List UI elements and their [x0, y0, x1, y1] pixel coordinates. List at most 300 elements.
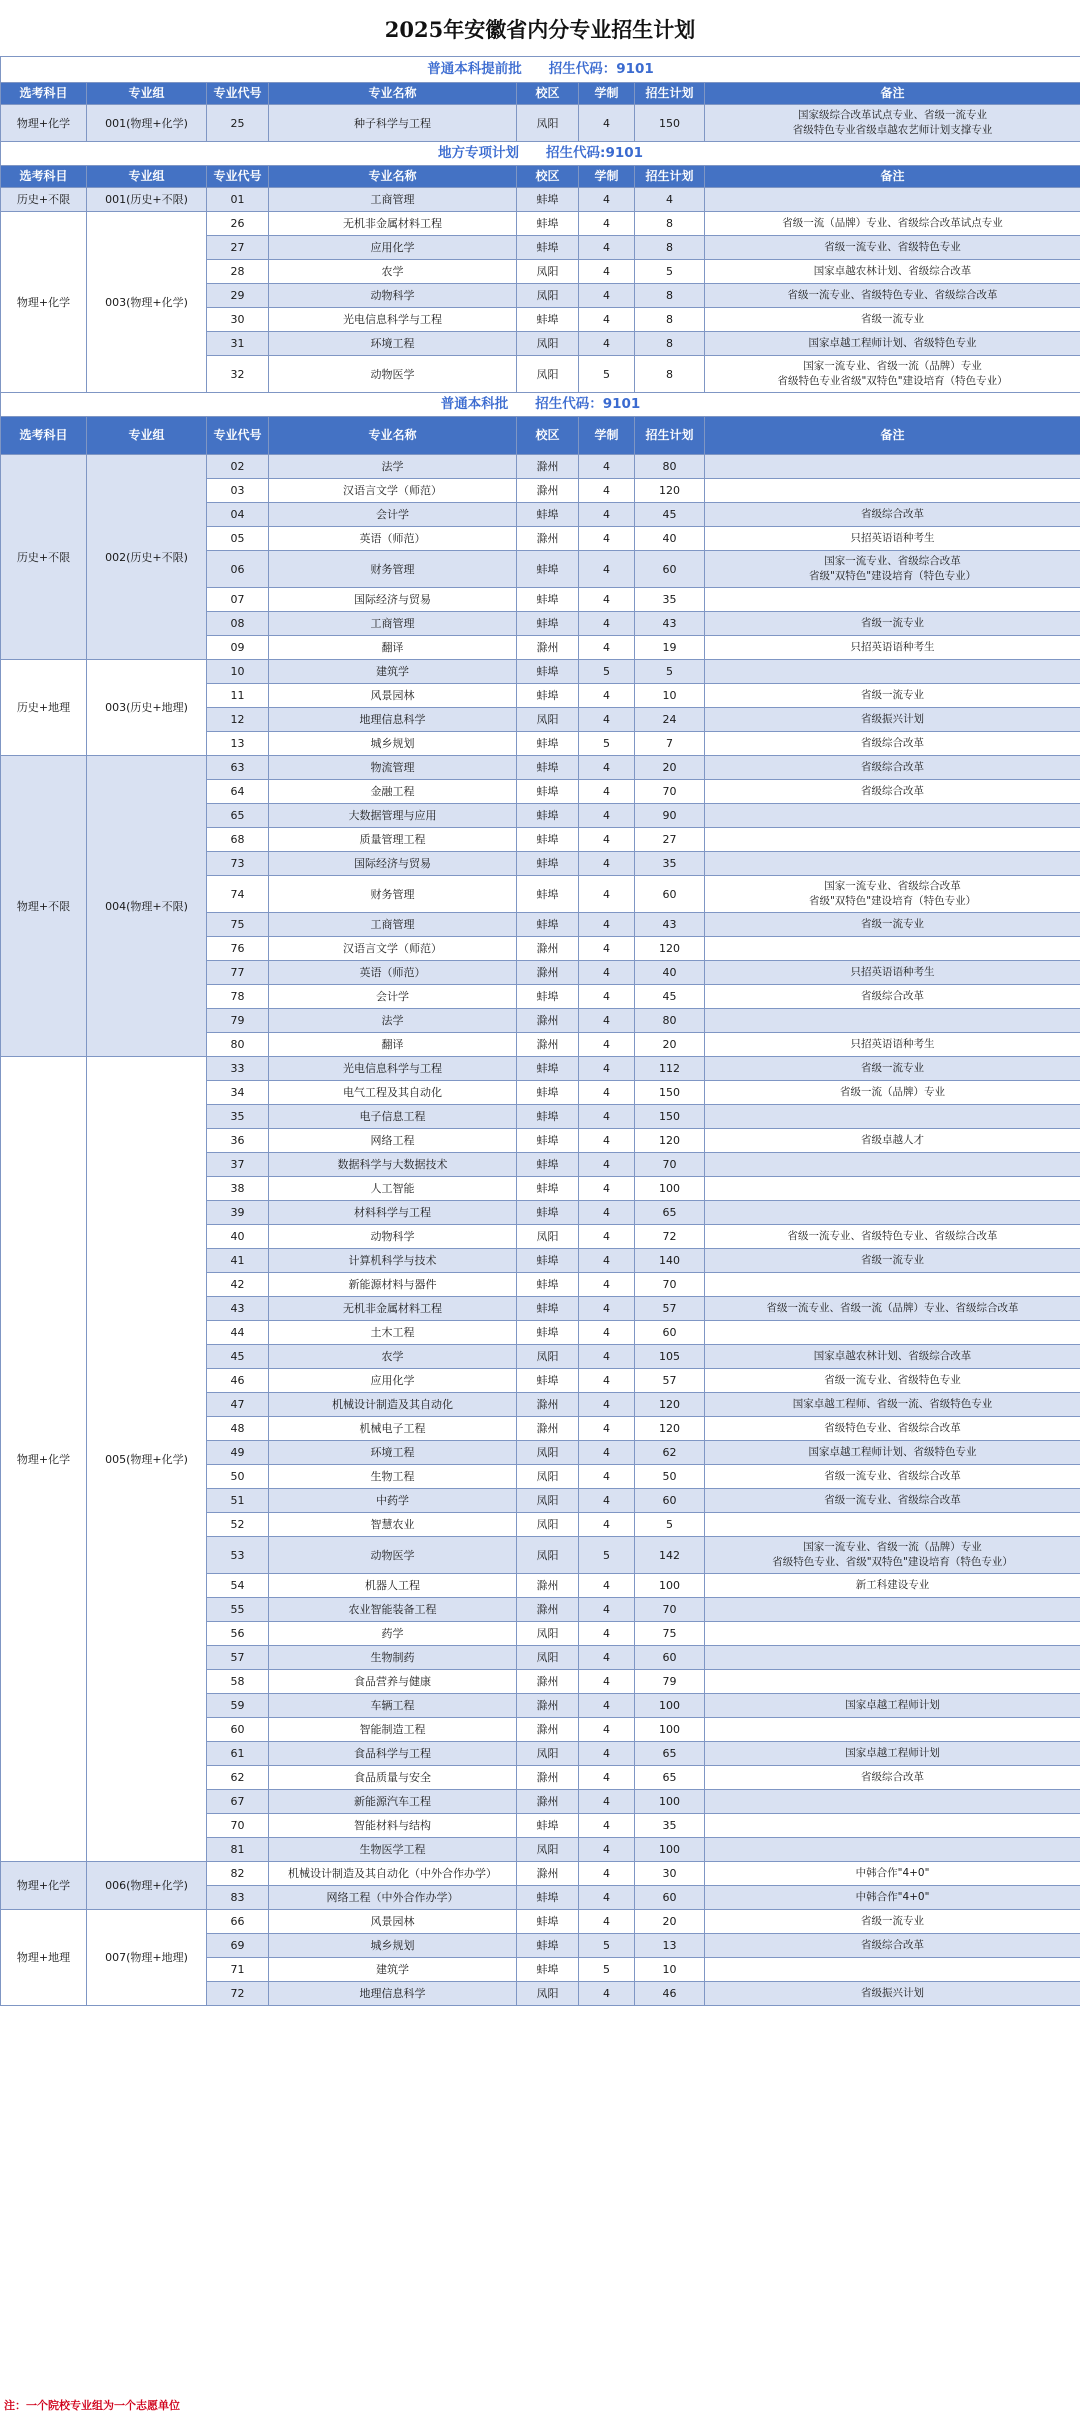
plan-count-cell: 60 — [635, 1886, 705, 1910]
note-cell — [705, 852, 1080, 876]
campus-cell: 滁州 — [517, 1009, 579, 1033]
major-name-cell: 网络工程（中外合作办学） — [269, 1886, 517, 1910]
campus-cell: 蚌埠 — [517, 212, 579, 236]
code-cell: 29 — [207, 284, 269, 308]
major-name-cell: 汉语言文学（师范） — [269, 479, 517, 503]
plan-count-cell: 8 — [635, 332, 705, 356]
subject-cell: 物理+化学 — [1, 212, 87, 393]
code-cell: 12 — [207, 708, 269, 732]
column-header-duration: 学制 — [579, 83, 635, 105]
major-name-cell: 会计学 — [269, 503, 517, 527]
duration-cell: 4 — [579, 1153, 635, 1177]
note-cell: 省级振兴计划 — [705, 1982, 1080, 2006]
plan-count-cell: 60 — [635, 1321, 705, 1345]
column-header-major-name: 专业名称 — [269, 83, 517, 105]
note-cell: 省级一流（品牌）专业、省级综合改革试点专业 — [705, 212, 1080, 236]
campus-cell: 蚌埠 — [517, 756, 579, 780]
major-name-cell: 药学 — [269, 1622, 517, 1646]
column-header-duration: 学制 — [579, 417, 635, 455]
column-header-campus: 校区 — [517, 166, 579, 188]
major-name-cell: 法学 — [269, 1009, 517, 1033]
code-cell: 76 — [207, 937, 269, 961]
campus-cell: 蚌埠 — [517, 1081, 579, 1105]
note-cell: 省级一流专业、省级特色专业 — [705, 1369, 1080, 1393]
campus-cell: 滁州 — [517, 937, 579, 961]
code-cell: 64 — [207, 780, 269, 804]
duration-cell: 5 — [579, 732, 635, 756]
column-header-note: 备注 — [705, 417, 1080, 455]
note-cell: 只招英语语种考生 — [705, 961, 1080, 985]
major-name-cell: 食品科学与工程 — [269, 1742, 517, 1766]
campus-cell: 凤阳 — [517, 1345, 579, 1369]
subject-cell: 物理+化学 — [1, 1862, 87, 1910]
plan-count-cell: 27 — [635, 828, 705, 852]
note-cell — [705, 455, 1080, 479]
campus-cell: 蚌埠 — [517, 1249, 579, 1273]
code-cell: 53 — [207, 1537, 269, 1574]
plan-count-cell: 35 — [635, 852, 705, 876]
campus-cell: 蚌埠 — [517, 1057, 579, 1081]
major-name-cell: 英语（师范） — [269, 961, 517, 985]
campus-cell: 蚌埠 — [517, 1201, 579, 1225]
major-name-cell: 光电信息科学与工程 — [269, 1057, 517, 1081]
plan-count-cell: 46 — [635, 1982, 705, 2006]
duration-cell: 4 — [579, 1033, 635, 1057]
note-cell: 省级综合改革 — [705, 780, 1080, 804]
campus-cell: 凤阳 — [517, 284, 579, 308]
code-cell: 58 — [207, 1670, 269, 1694]
note-cell: 国家一流专业、省级一流（品牌）专业 省级特色专业省级"双特色"建设培育（特色专业） — [705, 356, 1080, 393]
note-cell: 省级综合改革 — [705, 756, 1080, 780]
note-cell: 省级综合改革 — [705, 732, 1080, 756]
table-row — [1, 1910, 1080, 1934]
duration-cell: 4 — [579, 1057, 635, 1081]
subject-cell: 物理+不限 — [1, 756, 87, 1057]
plan-count-cell: 120 — [635, 1129, 705, 1153]
plan-count-cell: 8 — [635, 236, 705, 260]
note-cell — [705, 1646, 1080, 1670]
major-name-cell: 风景园林 — [269, 684, 517, 708]
code-cell: 02 — [207, 455, 269, 479]
duration-cell: 4 — [579, 527, 635, 551]
duration-cell: 4 — [579, 708, 635, 732]
plan-count-cell: 80 — [635, 455, 705, 479]
plan-count-cell: 45 — [635, 985, 705, 1009]
code-cell: 79 — [207, 1009, 269, 1033]
campus-cell: 蚌埠 — [517, 588, 579, 612]
code-cell: 05 — [207, 527, 269, 551]
column-header-plan-count: 招生计划 — [635, 417, 705, 455]
duration-cell: 4 — [579, 913, 635, 937]
major-name-cell: 城乡规划 — [269, 732, 517, 756]
column-header-code: 专业代号 — [207, 83, 269, 105]
code-cell: 63 — [207, 756, 269, 780]
note-cell: 省级特色专业、省级综合改革 — [705, 1417, 1080, 1441]
note-cell: 省级一流（品牌）专业 — [705, 1081, 1080, 1105]
major-name-cell: 材料科学与工程 — [269, 1201, 517, 1225]
code-cell: 06 — [207, 551, 269, 588]
note-cell: 国家一流专业、省级综合改革 省级"双特色"建设培育（特色专业） — [705, 876, 1080, 913]
note-cell: 只招英语语种考生 — [705, 527, 1080, 551]
code-cell: 01 — [207, 188, 269, 212]
plan-count-cell: 70 — [635, 780, 705, 804]
code-cell: 11 — [207, 684, 269, 708]
code-cell: 49 — [207, 1441, 269, 1465]
note-cell: 省级综合改革 — [705, 1934, 1080, 1958]
plan-count-cell: 30 — [635, 1862, 705, 1886]
group-cell: 002(历史+不限) — [87, 455, 207, 660]
duration-cell: 4 — [579, 332, 635, 356]
note-cell: 国家卓越工程师计划 — [705, 1694, 1080, 1718]
plan-count-cell: 65 — [635, 1766, 705, 1790]
major-name-cell: 风景园林 — [269, 1910, 517, 1934]
major-name-cell: 智能制造工程 — [269, 1718, 517, 1742]
column-header-major-name: 专业名称 — [269, 166, 517, 188]
table-row — [1, 105, 1080, 142]
campus-cell: 凤阳 — [517, 332, 579, 356]
campus-cell: 凤阳 — [517, 1537, 579, 1574]
column-header-campus: 校区 — [517, 417, 579, 455]
duration-cell: 4 — [579, 780, 635, 804]
duration-cell: 4 — [579, 1646, 635, 1670]
major-name-cell: 机械设计制造及其自动化 — [269, 1393, 517, 1417]
major-name-cell: 动物科学 — [269, 1225, 517, 1249]
table-row — [1, 660, 1080, 684]
duration-cell: 4 — [579, 876, 635, 913]
code-cell: 60 — [207, 1718, 269, 1742]
major-name-cell: 种子科学与工程 — [269, 105, 517, 142]
code-cell: 82 — [207, 1862, 269, 1886]
campus-cell: 滁州 — [517, 636, 579, 660]
duration-cell: 4 — [579, 105, 635, 142]
column-header-code: 专业代号 — [207, 166, 269, 188]
major-name-cell: 环境工程 — [269, 1441, 517, 1465]
note-cell: 省级一流专业 — [705, 1249, 1080, 1273]
duration-cell: 5 — [579, 1934, 635, 1958]
major-name-cell: 土木工程 — [269, 1321, 517, 1345]
major-name-cell: 农学 — [269, 1345, 517, 1369]
note-cell — [705, 1670, 1080, 1694]
campus-cell: 蚌埠 — [517, 852, 579, 876]
duration-cell: 4 — [579, 1622, 635, 1646]
major-name-cell: 环境工程 — [269, 332, 517, 356]
note-cell: 只招英语语种考生 — [705, 636, 1080, 660]
section-title-row — [1, 57, 1080, 83]
code-cell: 72 — [207, 1982, 269, 2006]
campus-cell: 蚌埠 — [517, 308, 579, 332]
campus-cell: 蚌埠 — [517, 188, 579, 212]
plan-count-cell: 100 — [635, 1838, 705, 1862]
code-cell: 36 — [207, 1129, 269, 1153]
plan-count-cell: 65 — [635, 1201, 705, 1225]
section-title-row — [1, 142, 1080, 166]
code-cell: 26 — [207, 212, 269, 236]
plan-count-cell: 120 — [635, 1417, 705, 1441]
note-cell: 省级一流专业、省级特色专业、省级综合改革 — [705, 284, 1080, 308]
plan-count-cell: 35 — [635, 1814, 705, 1838]
note-cell: 省级一流专业 — [705, 913, 1080, 937]
code-cell: 83 — [207, 1886, 269, 1910]
code-cell: 71 — [207, 1958, 269, 1982]
note-cell — [705, 660, 1080, 684]
note-cell — [705, 1201, 1080, 1225]
duration-cell: 4 — [579, 1273, 635, 1297]
note-cell: 省级一流专业 — [705, 1057, 1080, 1081]
duration-cell: 4 — [579, 1201, 635, 1225]
campus-cell: 蚌埠 — [517, 1369, 579, 1393]
major-name-cell: 动物科学 — [269, 284, 517, 308]
plan-count-cell: 70 — [635, 1153, 705, 1177]
code-cell: 09 — [207, 636, 269, 660]
campus-cell: 蚌埠 — [517, 1321, 579, 1345]
plan-count-cell: 57 — [635, 1297, 705, 1321]
code-cell: 62 — [207, 1766, 269, 1790]
note-cell — [705, 804, 1080, 828]
plan-count-cell: 105 — [635, 1345, 705, 1369]
code-cell: 77 — [207, 961, 269, 985]
campus-cell: 蚌埠 — [517, 1910, 579, 1934]
major-name-cell: 车辆工程 — [269, 1694, 517, 1718]
plan-count-cell: 72 — [635, 1225, 705, 1249]
column-header-plan-count: 招生计划 — [635, 166, 705, 188]
note-cell: 省级一流专业、省级综合改革 — [705, 1465, 1080, 1489]
campus-cell: 滁州 — [517, 527, 579, 551]
note-cell — [705, 1838, 1080, 1862]
column-header-subject: 选考科目 — [1, 166, 87, 188]
code-cell: 75 — [207, 913, 269, 937]
campus-cell: 滁州 — [517, 1393, 579, 1417]
table-row — [1, 455, 1080, 479]
major-name-cell: 电气工程及其自动化 — [269, 1081, 517, 1105]
code-cell: 54 — [207, 1574, 269, 1598]
duration-cell: 5 — [579, 356, 635, 393]
campus-cell: 滁州 — [517, 1670, 579, 1694]
major-name-cell: 食品质量与安全 — [269, 1766, 517, 1790]
duration-cell: 4 — [579, 1814, 635, 1838]
campus-cell: 凤阳 — [517, 1225, 579, 1249]
campus-cell: 蚌埠 — [517, 1177, 579, 1201]
duration-cell: 4 — [579, 1862, 635, 1886]
code-cell: 08 — [207, 612, 269, 636]
note-cell: 省级一流专业 — [705, 308, 1080, 332]
note-cell: 省级一流专业 — [705, 1910, 1080, 1934]
code-cell: 39 — [207, 1201, 269, 1225]
duration-cell: 4 — [579, 1838, 635, 1862]
duration-cell: 4 — [579, 1670, 635, 1694]
campus-cell: 蚌埠 — [517, 1273, 579, 1297]
campus-cell: 滁州 — [517, 1766, 579, 1790]
code-cell: 04 — [207, 503, 269, 527]
campus-cell: 蚌埠 — [517, 828, 579, 852]
code-cell: 50 — [207, 1465, 269, 1489]
campus-cell: 蚌埠 — [517, 1153, 579, 1177]
campus-cell: 蚌埠 — [517, 913, 579, 937]
code-cell: 80 — [207, 1033, 269, 1057]
plan-count-cell: 70 — [635, 1273, 705, 1297]
table-row — [1, 212, 1080, 236]
duration-cell: 4 — [579, 636, 635, 660]
plan-count-cell: 100 — [635, 1790, 705, 1814]
major-name-cell: 智慧农业 — [269, 1513, 517, 1537]
major-name-cell: 金融工程 — [269, 780, 517, 804]
note-cell — [705, 188, 1080, 212]
duration-cell: 4 — [579, 588, 635, 612]
major-name-cell: 大数据管理与应用 — [269, 804, 517, 828]
column-header-major-name: 专业名称 — [269, 417, 517, 455]
note-cell: 国家一流专业、省级综合改革 省级"双特色"建设培育（特色专业） — [705, 551, 1080, 588]
column-header-group: 专业组 — [87, 83, 207, 105]
campus-cell: 滁州 — [517, 961, 579, 985]
campus-cell: 蚌埠 — [517, 780, 579, 804]
plan-count-cell: 120 — [635, 1393, 705, 1417]
campus-cell: 凤阳 — [517, 1982, 579, 2006]
code-cell: 43 — [207, 1297, 269, 1321]
plan-count-cell: 24 — [635, 708, 705, 732]
duration-cell: 4 — [579, 828, 635, 852]
campus-cell: 蚌埠 — [517, 551, 579, 588]
code-cell: 65 — [207, 804, 269, 828]
plan-count-cell: 8 — [635, 284, 705, 308]
major-name-cell: 机器人工程 — [269, 1574, 517, 1598]
note-cell: 国家卓越工程师计划、省级特色专业 — [705, 1441, 1080, 1465]
code-cell: 25 — [207, 105, 269, 142]
code-cell: 59 — [207, 1694, 269, 1718]
duration-cell: 4 — [579, 1321, 635, 1345]
note-cell: 省级一流专业、省级一流（品牌）专业、省级综合改革 — [705, 1297, 1080, 1321]
campus-cell: 蚌埠 — [517, 684, 579, 708]
major-name-cell: 电子信息工程 — [269, 1105, 517, 1129]
major-name-cell: 计算机科学与技术 — [269, 1249, 517, 1273]
code-cell: 44 — [207, 1321, 269, 1345]
campus-cell: 蚌埠 — [517, 660, 579, 684]
campus-cell: 滁州 — [517, 1417, 579, 1441]
duration-cell: 4 — [579, 1742, 635, 1766]
plan-count-cell: 5 — [635, 1513, 705, 1537]
subject-cell: 历史+地理 — [1, 660, 87, 756]
campus-cell: 蚌埠 — [517, 985, 579, 1009]
code-cell: 74 — [207, 876, 269, 913]
duration-cell: 4 — [579, 985, 635, 1009]
plan-count-cell: 10 — [635, 1958, 705, 1982]
plan-count-cell: 140 — [635, 1249, 705, 1273]
section-title: 地方专项计划 招生代码:9101 — [1, 142, 1080, 166]
duration-cell: 4 — [579, 236, 635, 260]
duration-cell: 4 — [579, 188, 635, 212]
footnote: 注：一个院校专业组为一个志愿单位 — [4, 2399, 180, 2412]
major-name-cell: 无机非金属材料工程 — [269, 212, 517, 236]
subject-cell: 物理+化学 — [1, 1057, 87, 1862]
campus-cell: 滁州 — [517, 1862, 579, 1886]
duration-cell: 4 — [579, 1982, 635, 2006]
plan-count-cell: 57 — [635, 1369, 705, 1393]
campus-cell: 蚌埠 — [517, 503, 579, 527]
campus-cell: 滁州 — [517, 1598, 579, 1622]
duration-cell: 4 — [579, 684, 635, 708]
campus-cell: 蚌埠 — [517, 804, 579, 828]
note-cell — [705, 1598, 1080, 1622]
campus-cell: 蚌埠 — [517, 1297, 579, 1321]
note-cell — [705, 1958, 1080, 1982]
header-row — [1, 83, 1080, 105]
campus-cell: 蚌埠 — [517, 732, 579, 756]
duration-cell: 4 — [579, 1766, 635, 1790]
column-header-duration: 学制 — [579, 166, 635, 188]
major-name-cell: 工商管理 — [269, 612, 517, 636]
duration-cell: 4 — [579, 937, 635, 961]
campus-cell: 凤阳 — [517, 356, 579, 393]
note-cell: 国家卓越工程师、省级一流、省级特色专业 — [705, 1393, 1080, 1417]
group-cell: 003(物理+化学) — [87, 212, 207, 393]
major-name-cell: 翻译 — [269, 636, 517, 660]
code-cell: 46 — [207, 1369, 269, 1393]
major-name-cell: 应用化学 — [269, 236, 517, 260]
major-name-cell: 人工智能 — [269, 1177, 517, 1201]
code-cell: 38 — [207, 1177, 269, 1201]
code-cell: 35 — [207, 1105, 269, 1129]
subject-cell: 历史+不限 — [1, 455, 87, 660]
major-name-cell: 汉语言文学（师范） — [269, 937, 517, 961]
section-title: 普通本科提前批 招生代码：9101 — [1, 57, 1080, 83]
plan-count-cell: 8 — [635, 212, 705, 236]
campus-cell: 凤阳 — [517, 1489, 579, 1513]
plan-count-cell: 43 — [635, 612, 705, 636]
major-name-cell: 工商管理 — [269, 913, 517, 937]
code-cell: 10 — [207, 660, 269, 684]
code-cell: 40 — [207, 1225, 269, 1249]
table-row — [1, 1057, 1080, 1081]
note-cell — [705, 1321, 1080, 1345]
table-row — [1, 188, 1080, 212]
campus-cell: 滁州 — [517, 455, 579, 479]
group-cell: 003(历史+地理) — [87, 660, 207, 756]
plan-count-cell: 20 — [635, 1033, 705, 1057]
code-cell: 42 — [207, 1273, 269, 1297]
plan-count-cell: 40 — [635, 961, 705, 985]
code-cell: 27 — [207, 236, 269, 260]
column-header-group: 专业组 — [87, 417, 207, 455]
note-cell: 国家卓越工程师计划、省级特色专业 — [705, 332, 1080, 356]
note-cell — [705, 1273, 1080, 1297]
major-name-cell: 机械设计制造及其自动化（中外合作办学） — [269, 1862, 517, 1886]
major-name-cell: 质量管理工程 — [269, 828, 517, 852]
note-cell — [705, 1177, 1080, 1201]
campus-cell: 蚌埠 — [517, 1958, 579, 1982]
note-cell: 中韩合作"4+0" — [705, 1886, 1080, 1910]
plan-count-cell: 142 — [635, 1537, 705, 1574]
note-cell: 新工科建设专业 — [705, 1574, 1080, 1598]
code-cell: 30 — [207, 308, 269, 332]
campus-cell: 滁州 — [517, 479, 579, 503]
duration-cell: 4 — [579, 1886, 635, 1910]
campus-cell: 滁州 — [517, 1790, 579, 1814]
subject-cell: 物理+地理 — [1, 1910, 87, 2006]
campus-cell: 蚌埠 — [517, 1934, 579, 1958]
major-name-cell: 法学 — [269, 455, 517, 479]
campus-cell: 滁州 — [517, 1033, 579, 1057]
duration-cell: 4 — [579, 1345, 635, 1369]
campus-cell: 凤阳 — [517, 1646, 579, 1670]
column-header-subject: 选考科目 — [1, 417, 87, 455]
plan-count-cell: 5 — [635, 260, 705, 284]
code-cell: 66 — [207, 1910, 269, 1934]
duration-cell: 4 — [579, 804, 635, 828]
table-row — [1, 1862, 1080, 1886]
group-cell: 006(物理+化学) — [87, 1862, 207, 1910]
plan-count-cell: 7 — [635, 732, 705, 756]
note-cell — [705, 1009, 1080, 1033]
code-cell: 55 — [207, 1598, 269, 1622]
note-cell — [705, 1153, 1080, 1177]
